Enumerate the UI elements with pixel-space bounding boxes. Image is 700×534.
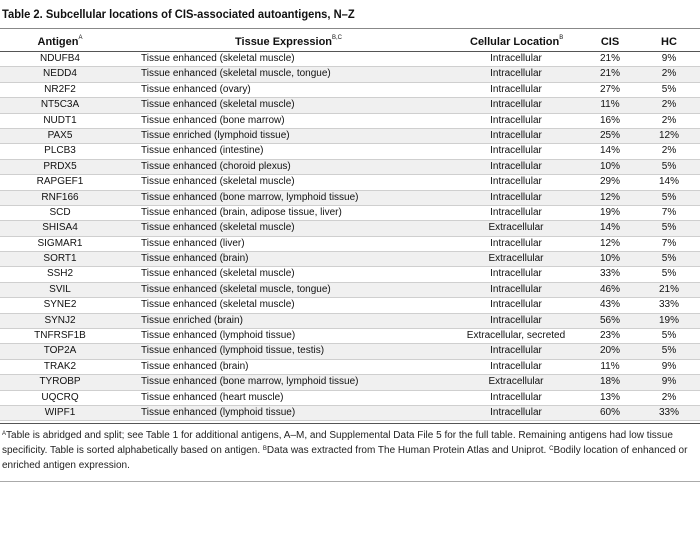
- table-body: [0, 52, 700, 421]
- table-footnote: [2, 428, 698, 473]
- cell-hc: 9%: [661, 53, 677, 64]
- cell-antigen: UQCRQ: [41, 391, 79, 403]
- table-row: [0, 52, 700, 67]
- table-row: [0, 375, 700, 390]
- cell-tissue-expression: Tissue enhanced (skeletal muscle): [141, 99, 295, 111]
- cell-tissue-expression: Tissue enhanced (skeletal muscle): [141, 53, 295, 64]
- table-header: [0, 36, 700, 51]
- cell-cis: 20%: [599, 345, 620, 357]
- cell-tissue-expression: Tissue enhanced (lymphoid tissue): [141, 406, 296, 418]
- cell-cellular-location: Intracellular: [490, 237, 542, 249]
- cell-cellular-location: Intracellular: [490, 145, 542, 157]
- cell-tissue-expression: Tissue enhanced (heart muscle): [141, 391, 284, 403]
- cell-cellular-location: Intracellular: [490, 314, 542, 326]
- cell-tissue-expression: Tissue enhanced (skeletal muscle, tongue): [141, 68, 331, 80]
- cell-tissue-expression: Tissue enhanced (lymphoid tissue): [141, 330, 296, 342]
- cell-hc: 19%: [658, 314, 679, 326]
- table-row: [0, 114, 700, 129]
- cell-tissue-expression: Tissue enhanced (lymphoid tissue, testis): [141, 345, 325, 357]
- cell-cellular-location: Intracellular: [490, 406, 542, 418]
- cell-cellular-location: Intracellular: [490, 129, 542, 141]
- table-row: [0, 237, 700, 252]
- cell-hc: 33%: [658, 299, 679, 311]
- cell-antigen: SYNJ2: [44, 314, 76, 326]
- header-antigen-footnote-mark: A: [78, 35, 83, 41]
- header-tissue-label: Tissue Expression: [235, 36, 333, 48]
- cell-hc: 5%: [661, 345, 677, 357]
- cell-cellular-location: Intracellular: [490, 345, 542, 357]
- cell-cellular-location: Extracellular, secreted: [466, 330, 566, 342]
- table-title: Table 2. Subcellular locations of CIS-associated autoantigens, N–Z: [2, 7, 355, 21]
- cell-tissue-expression: Tissue enhanced (ovary): [141, 83, 251, 95]
- cell-hc: 7%: [661, 237, 677, 249]
- cell-hc: 21%: [658, 283, 679, 295]
- cell-antigen: TRAK2: [43, 360, 77, 372]
- table-row: [0, 129, 700, 144]
- cell-tissue-expression: Tissue enhanced (skeletal muscle): [141, 268, 295, 280]
- table-row: [0, 314, 700, 329]
- cell-antigen: SHISA4: [42, 222, 78, 234]
- footnote-c-text: Bodily location of enhanced or enriched antigen expression.: [2, 445, 688, 471]
- cell-hc: 2%: [661, 145, 677, 157]
- cell-cellular-location: Extracellular: [488, 376, 544, 388]
- cell-antigen: NT5C3A: [40, 99, 80, 111]
- cell-tissue-expression: Tissue enhanced (skeletal muscle): [141, 222, 295, 234]
- cell-cis: 11%: [600, 360, 620, 372]
- cell-cis: 16%: [599, 114, 620, 126]
- cell-cis: 12%: [599, 237, 620, 249]
- cell-hc: 2%: [661, 68, 677, 80]
- cell-tissue-expression: Tissue enhanced (bone marrow, lymphoid tissue): [141, 191, 359, 203]
- cell-tissue-expression: Tissue enriched (brain): [141, 314, 243, 326]
- cell-hc: 33%: [658, 406, 679, 418]
- cell-tissue-expression: Tissue enhanced (liver): [141, 237, 245, 249]
- table-row: [0, 298, 700, 313]
- cell-cis: 60%: [599, 406, 620, 418]
- cell-antigen: PRDX5: [43, 160, 77, 172]
- top-rule: [0, 28, 700, 29]
- cell-hc: 5%: [661, 83, 677, 95]
- table-row: [0, 175, 700, 190]
- cell-cis: 10%: [599, 160, 620, 172]
- cell-antigen: NDUFB4: [39, 53, 80, 64]
- cell-cis: 23%: [599, 330, 620, 342]
- cell-cellular-location: Intracellular: [490, 176, 542, 188]
- table-row: [0, 144, 700, 159]
- cell-cis: 13%: [599, 391, 620, 403]
- table-row: [0, 160, 700, 175]
- header-antigen-label: Antigen: [37, 36, 79, 48]
- table-row: [0, 283, 700, 298]
- cell-tissue-expression: Tissue enhanced (brain, adipose tissue, liver): [141, 206, 342, 218]
- table-row: [0, 221, 700, 236]
- cell-hc: 9%: [661, 376, 677, 388]
- header-hc: HC: [661, 36, 677, 48]
- cell-antigen: NUDT1: [43, 114, 77, 126]
- cell-antigen: TOP2A: [43, 345, 77, 357]
- cell-hc: 2%: [661, 99, 677, 111]
- cell-cellular-location: Intracellular: [490, 160, 542, 172]
- cell-antigen: NR2F2: [44, 83, 76, 95]
- cell-antigen: SSH2: [46, 268, 74, 280]
- table-row: [0, 67, 700, 82]
- cell-hc: 5%: [661, 330, 677, 342]
- table-row: [0, 391, 700, 406]
- header-tissue-expression: [235, 36, 342, 48]
- cell-cis: 12%: [599, 191, 620, 203]
- cell-tissue-expression: Tissue enhanced (skeletal muscle, tongue): [141, 283, 331, 295]
- cell-cis: 33%: [599, 268, 620, 280]
- cell-hc: 2%: [661, 114, 677, 126]
- cell-tissue-expression: Tissue enhanced (bone marrow, lymphoid tissue): [141, 376, 359, 388]
- table-row: [0, 206, 700, 221]
- cell-antigen: PLCB3: [44, 145, 76, 157]
- cell-cis: 46%: [599, 283, 620, 295]
- cell-cellular-location: Intracellular: [490, 206, 542, 218]
- cell-antigen: SIGMAR1: [37, 237, 83, 249]
- cell-cellular-location: Intracellular: [490, 114, 542, 126]
- cell-hc: 7%: [661, 206, 677, 218]
- table-row: [0, 191, 700, 206]
- cell-tissue-expression: Tissue enhanced (intestine): [141, 145, 264, 157]
- cell-hc: 9%: [661, 360, 677, 372]
- header-cis: CIS: [600, 36, 620, 48]
- cell-cis: 27%: [599, 83, 620, 95]
- cell-cis: 11%: [600, 99, 620, 111]
- cell-hc: 5%: [661, 268, 677, 280]
- cell-hc: 12%: [658, 129, 679, 141]
- end-rule: [0, 481, 700, 482]
- cell-cellular-location: Intracellular: [490, 360, 542, 372]
- header-location-label: Cellular Location: [470, 36, 560, 48]
- cell-cis: 25%: [599, 129, 620, 141]
- footnote-b-mark: B: [262, 446, 267, 452]
- cell-tissue-expression: Tissue enhanced (choroid plexus): [141, 160, 291, 172]
- cell-cellular-location: Intracellular: [490, 268, 542, 280]
- cell-antigen: RNF166: [41, 191, 79, 203]
- cell-antigen: SVIL: [49, 283, 71, 295]
- footnote-b-text: Data was extracted from The Human Protein Atlas and Uniprot.: [266, 445, 550, 456]
- cell-hc: 5%: [661, 222, 677, 234]
- cell-cis: 56%: [599, 314, 620, 326]
- cell-tissue-expression: Tissue enriched (lymphoid tissue): [141, 129, 290, 141]
- footnote-a-mark: A: [2, 431, 7, 437]
- cell-cellular-location: Intracellular: [490, 391, 542, 403]
- cell-antigen: SYNE2: [43, 299, 77, 311]
- cell-hc: 5%: [661, 160, 677, 172]
- footnote-c-mark: C: [549, 446, 554, 452]
- table-row: [0, 83, 700, 98]
- cell-cellular-location: Extracellular: [488, 222, 544, 234]
- cell-tissue-expression: Tissue enhanced (skeletal muscle): [141, 176, 295, 188]
- table-row: [0, 406, 700, 421]
- cell-antigen: SCD: [49, 206, 71, 218]
- cell-antigen: WIPF1: [44, 406, 76, 418]
- cell-tissue-expression: Tissue enhanced (brain): [141, 253, 249, 265]
- table-row: [0, 329, 700, 344]
- table-row: [0, 252, 700, 267]
- cell-cellular-location: Intracellular: [490, 299, 542, 311]
- cell-cis: 21%: [599, 53, 620, 64]
- cell-antigen: NEDD4: [43, 68, 77, 80]
- cell-cellular-location: Intracellular: [490, 68, 542, 80]
- table-row: [0, 344, 700, 359]
- header-cellular-location: [470, 36, 563, 48]
- cell-cellular-location: Intracellular: [490, 53, 542, 64]
- cell-hc: 5%: [661, 191, 677, 203]
- cell-cis: 29%: [599, 176, 620, 188]
- cell-cis: 10%: [599, 253, 620, 265]
- cell-antigen: TYROBP: [39, 376, 81, 388]
- cell-antigen: PAX5: [47, 129, 73, 141]
- cell-tissue-expression: Tissue enhanced (bone marrow): [141, 114, 285, 126]
- header-location-footnote-mark: B: [559, 35, 564, 41]
- cell-cellular-location: Intracellular: [490, 99, 542, 111]
- cell-antigen: SORT1: [43, 253, 77, 265]
- table-row: [0, 98, 700, 113]
- table-row: [0, 360, 700, 375]
- bottom-rule: [0, 423, 700, 424]
- cell-cellular-location: Extracellular: [488, 253, 544, 265]
- cell-cis: 21%: [599, 68, 620, 80]
- cell-cis: 43%: [599, 299, 620, 311]
- cell-hc: 5%: [661, 253, 677, 265]
- cell-cellular-location: Intracellular: [490, 83, 542, 95]
- cell-tissue-expression: Tissue enhanced (skeletal muscle): [141, 299, 295, 311]
- cell-cis: 18%: [599, 376, 620, 388]
- header-antigen: [0, 36, 120, 48]
- cell-cellular-location: Intracellular: [490, 283, 542, 295]
- cell-cellular-location: Intracellular: [490, 191, 542, 203]
- cell-cis: 19%: [599, 206, 620, 218]
- header-tissue-footnote-mark: B,C: [332, 35, 343, 41]
- cell-antigen: TNFRSF1B: [34, 330, 86, 342]
- footnote-a-text: Table is abridged and split; see Table 1 for additional antigens, A–M, and Supplemental Data File 5 for the full table. Remaining antigens had low tissue specificity. Table is sorted alphabetically based on antigen.: [2, 430, 673, 456]
- cell-cis: 14%: [599, 222, 620, 234]
- cell-antigen: RAPGEF1: [36, 176, 84, 188]
- cell-hc: 2%: [661, 391, 677, 403]
- cell-cis: 14%: [599, 145, 620, 157]
- table-row: [0, 267, 700, 282]
- cell-tissue-expression: Tissue enhanced (brain): [141, 360, 249, 372]
- cell-hc: 14%: [658, 176, 679, 188]
